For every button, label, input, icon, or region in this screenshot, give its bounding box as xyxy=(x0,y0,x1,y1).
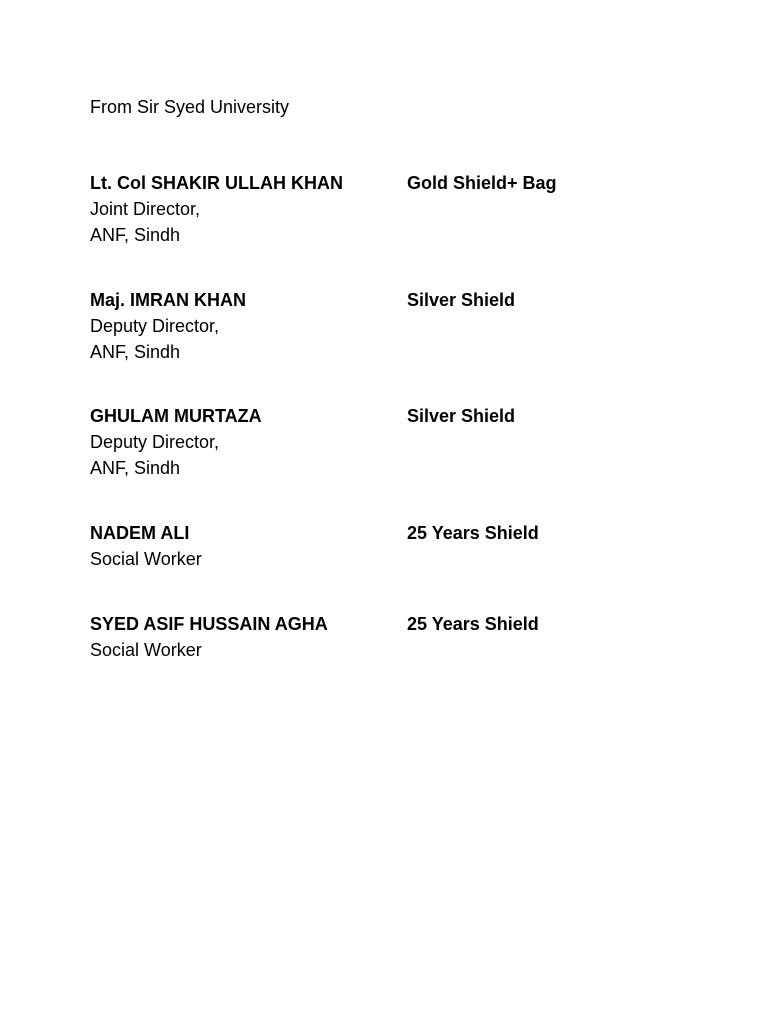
recipient-organization: ANF, Sindh xyxy=(90,225,181,245)
recipient-name: Maj. IMRAN KHAN xyxy=(90,290,246,310)
award-title: Silver Shield xyxy=(407,406,516,426)
entry-header-row xyxy=(90,403,690,429)
document-heading: From Sir Syed University xyxy=(90,97,290,117)
entry-header-row xyxy=(90,287,690,313)
recipient-organization: ANF, Sindh xyxy=(90,342,181,362)
recipient-name: SYED ASIF HUSSAIN AGHA xyxy=(90,614,328,634)
entry-header-row xyxy=(90,170,690,196)
award-title: 25 Years Shield xyxy=(407,614,539,634)
award-title: Gold Shield+ Bag xyxy=(407,173,557,193)
entry-header-row xyxy=(90,611,690,637)
award-title: Silver Shield xyxy=(407,290,516,310)
recipient-designation: Deputy Director, xyxy=(90,316,220,336)
recipient-name: NADEM ALI xyxy=(90,523,190,543)
entry-header-row xyxy=(90,520,690,546)
award-entry xyxy=(90,611,690,663)
recipient-organization: ANF, Sindh xyxy=(90,458,181,478)
award-entry xyxy=(90,287,690,365)
award-entry xyxy=(90,403,690,481)
award-entry xyxy=(90,170,690,248)
award-title: 25 Years Shield xyxy=(407,523,539,543)
recipient-name: Lt. Col SHAKIR ULLAH KHAN xyxy=(90,173,343,193)
recipient-designation: Social Worker xyxy=(90,549,202,569)
recipient-designation: Deputy Director, xyxy=(90,432,220,452)
recipient-designation: Social Worker xyxy=(90,640,202,660)
award-entry xyxy=(90,520,690,572)
recipient-name: GHULAM MURTAZA xyxy=(90,406,262,426)
recipient-designation: Joint Director, xyxy=(90,199,201,219)
